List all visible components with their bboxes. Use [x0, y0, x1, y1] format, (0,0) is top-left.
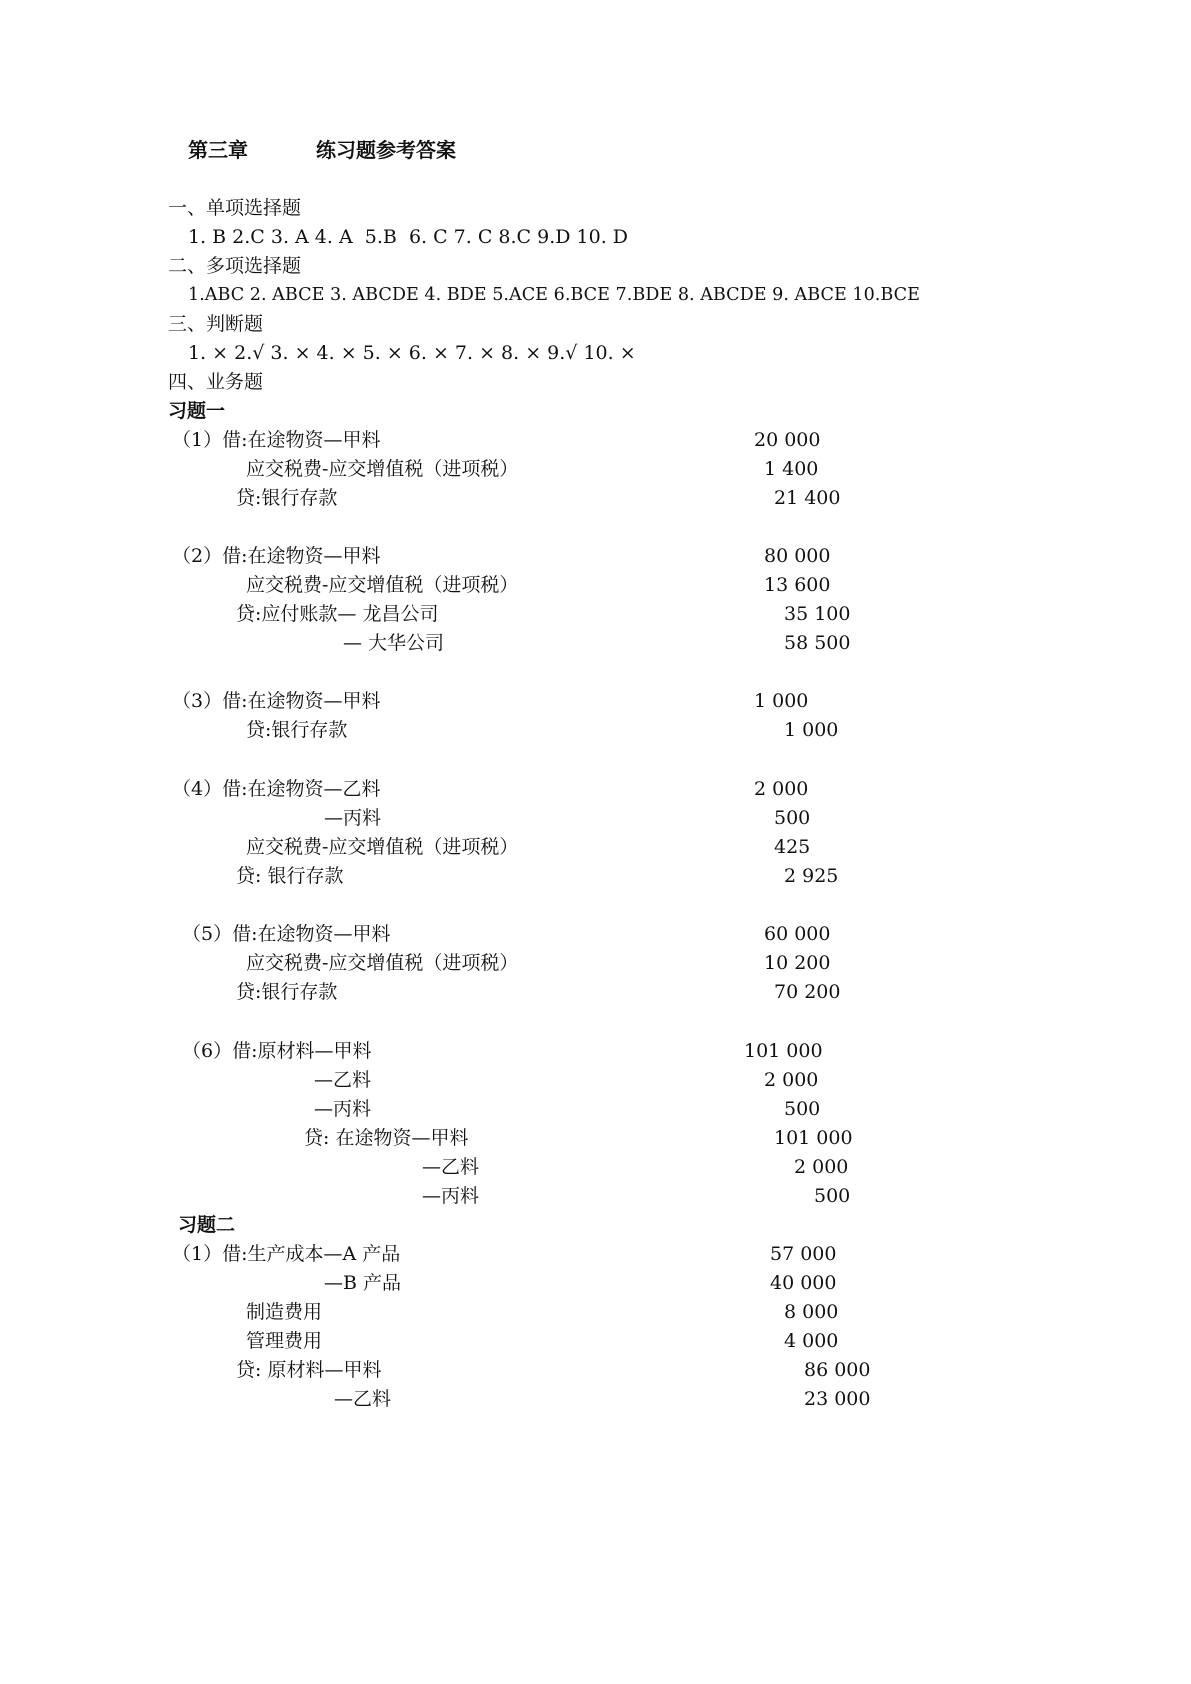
entry-text: 应交税费-应交增值税（进项税）	[246, 458, 519, 480]
entry-text: 贷:银行存款	[236, 981, 338, 1003]
entry-text: —乙料	[334, 1388, 392, 1410]
entry-text: 管理费用	[246, 1330, 323, 1352]
entry-text: 应交税费-应交增值税（进项税）	[246, 952, 519, 974]
entry-amount: 101 000	[774, 1127, 853, 1149]
entry-amount: 13 600	[764, 574, 831, 596]
entry-text: （4）借:在途物资—乙料	[172, 778, 381, 800]
entry-amount: 500	[814, 1185, 851, 1207]
entry-text: 制造费用	[246, 1301, 323, 1323]
entry-text: （2）借:在途物资—甲料	[172, 545, 381, 567]
entry-text: — 大华公司	[343, 632, 445, 654]
entry-amount: 40 000	[770, 1272, 837, 1294]
section-heading-true-false: 三、判断题	[168, 313, 264, 335]
exercise-heading: 习题一	[168, 400, 226, 422]
entry-text: （1）借:在途物资—甲料	[172, 429, 381, 451]
entry-text: 贷: 原材料—甲料	[236, 1359, 382, 1381]
entry-text: （1）借:生产成本—A 产品	[172, 1243, 401, 1265]
entry-text: 贷:银行存款	[246, 719, 348, 741]
chapter-label: 第三章	[188, 138, 248, 162]
multi-choice-answers: 1.ABC 2. ABCE 3. ABCDE 4. BDE 5.ACE 6.BCE 7.BDE 8. ABCDE 9. ABCE 10.BCE	[188, 285, 920, 305]
entry-amount: 101 000	[744, 1040, 823, 1062]
entry-text: —丙料	[422, 1185, 480, 1207]
entry-text: 贷: 银行存款	[236, 865, 344, 887]
exercise-heading: 习题二	[178, 1214, 236, 1236]
entry-amount: 70 200	[774, 981, 841, 1003]
entry-amount: 35 100	[784, 603, 851, 625]
entry-amount: 2 000	[764, 1069, 819, 1091]
entry-amount: 2 925	[784, 865, 839, 887]
entry-amount: 4 000	[784, 1330, 839, 1352]
entry-text: 贷: 在途物资—甲料	[304, 1127, 469, 1149]
entry-text: —B 产品	[324, 1272, 402, 1294]
entry-amount: 57 000	[770, 1243, 837, 1265]
section-heading-multi-choice: 二、多项选择题	[168, 255, 302, 277]
entry-amount: 425	[774, 836, 811, 858]
entry-amount: 58 500	[784, 632, 851, 654]
entry-text: 贷:银行存款	[236, 487, 338, 509]
entry-amount: 86 000	[804, 1359, 871, 1381]
entry-amount: 8 000	[784, 1301, 839, 1323]
entry-amount: 1 400	[764, 458, 819, 480]
section-heading-business: 四、业务题	[168, 371, 264, 393]
entry-text: —丙料	[324, 807, 382, 829]
entry-amount: 1 000	[784, 719, 839, 741]
true-false-answers: 1. × 2.√ 3. × 4. × 5. × 6. × 7. × 8. × 9.√ 10. ×	[188, 342, 636, 364]
entry-text: —丙料	[314, 1098, 372, 1120]
entry-amount: 20 000	[754, 429, 821, 451]
entry-text: —乙料	[422, 1156, 480, 1178]
entry-text: 贷:应付账款— 龙昌公司	[236, 603, 439, 625]
single-choice-answers: 1. B 2.C 3. A 4. A 5.B 6. C 7. C 8.C 9.D 10. D	[188, 226, 629, 248]
entry-amount: 500	[784, 1098, 821, 1120]
page-title: 练习题参考答案	[316, 138, 456, 162]
entry-amount: 2 000	[794, 1156, 849, 1178]
entry-text: （3）借:在途物资—甲料	[172, 690, 381, 712]
entry-text: 应交税费-应交增值税（进项税）	[246, 836, 519, 858]
entry-text: （6）借:原材料—甲料	[182, 1040, 372, 1062]
entry-amount: 60 000	[764, 923, 831, 945]
entry-amount: 1 000	[754, 690, 809, 712]
entry-text: （5）借:在途物资—甲料	[182, 923, 391, 945]
entry-text: 应交税费-应交增值税（进项税）	[246, 574, 519, 596]
entry-amount: 500	[774, 807, 811, 829]
entry-text: —乙料	[314, 1069, 372, 1091]
entry-amount: 80 000	[764, 545, 831, 567]
entry-amount: 10 200	[764, 952, 831, 974]
entry-amount: 2 000	[754, 778, 809, 800]
entry-amount: 23 000	[804, 1388, 871, 1410]
entry-amount: 21 400	[774, 487, 841, 509]
section-heading-single-choice: 一、单项选择题	[168, 197, 302, 219]
